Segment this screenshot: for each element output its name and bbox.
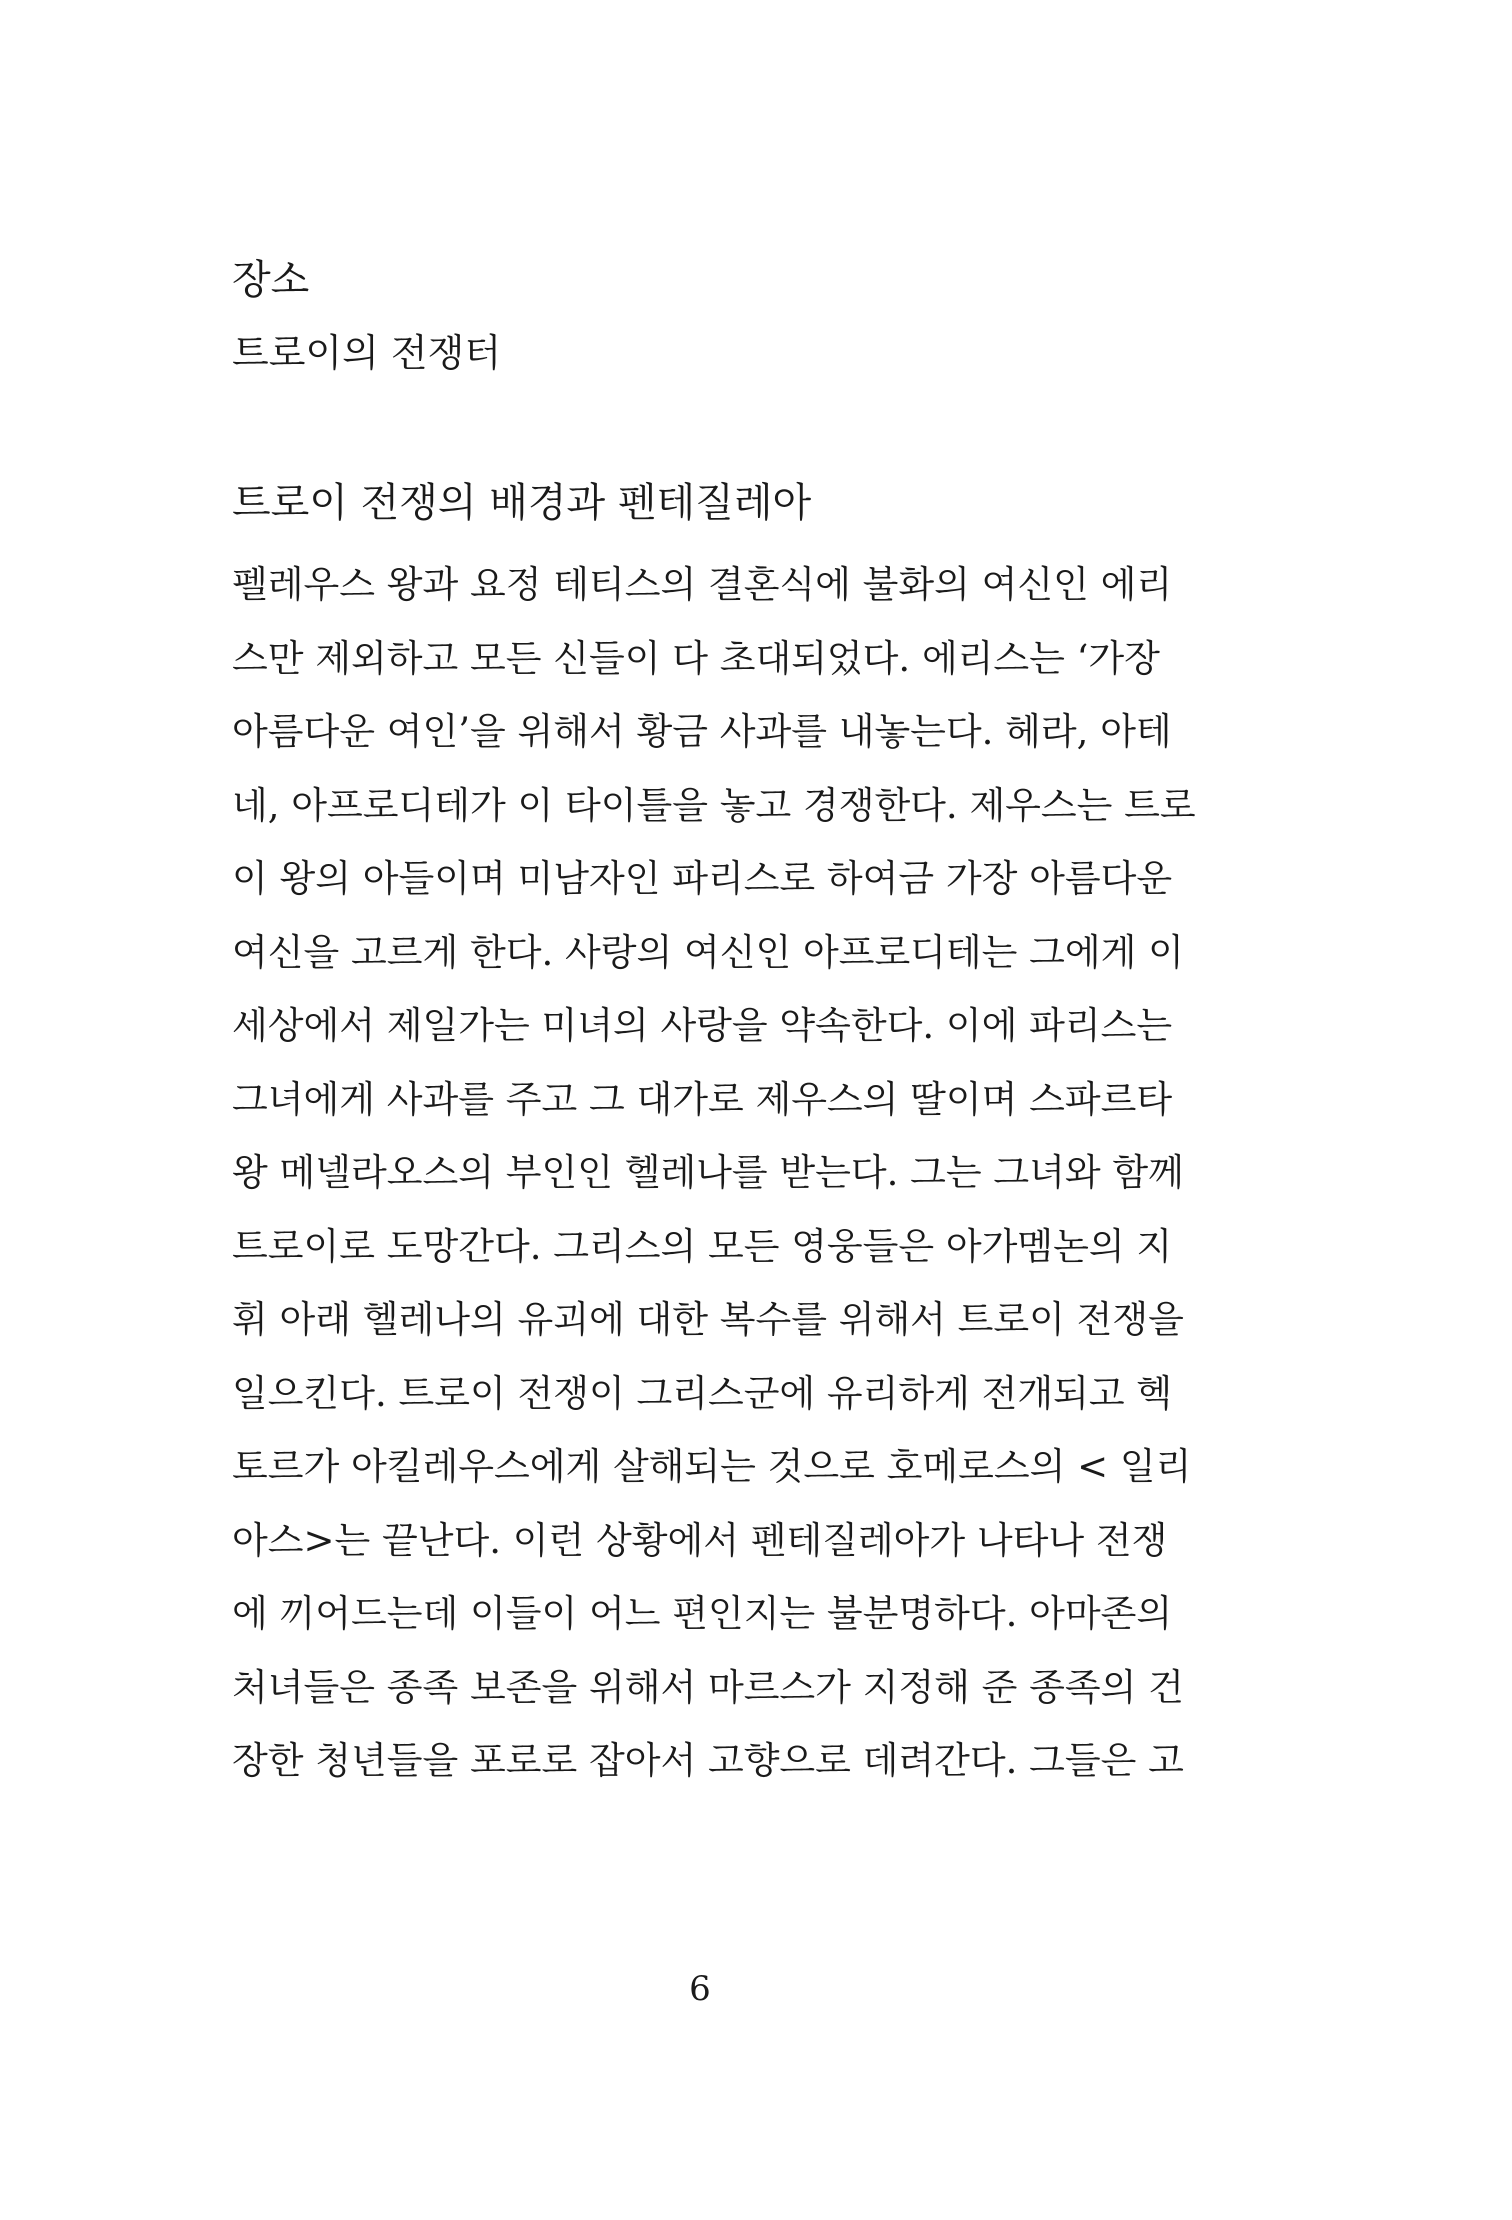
body-line: 장한 청년들을 포로로 잡아서 고향으로 데려간다. 그들은 고 (232, 1739, 1184, 1782)
body-line: 여신을 고르게 한다. 사랑의 여신인 아프로디테는 그에게 이 (232, 930, 1184, 974)
body-line: 트로이로 도망간다. 그리스의 모든 영웅들은 아가멤논의 지 (232, 1224, 1173, 1268)
body-line: 펠레우스 왕과 요정 테티스의 결혼식에 불화의 여신인 에리 (232, 563, 1173, 606)
body-line: 아름다운 여인’을 위해서 황금 사과를 내놓는다. 헤라, 아테 (232, 710, 1172, 753)
body-line: 이 왕의 아들이며 미남자인 파리스로 하여금 가장 아름다운 (232, 857, 1173, 900)
place-value: 트로이의 전쟁터 (232, 331, 502, 375)
body-line: 일으킨다. 트로이 전쟁이 그리스군에 유리하게 전개되고 헥 (232, 1371, 1173, 1415)
body-line: 그녀에게 사과를 주고 그 대가로 제우스의 딸이며 스파르타 (232, 1077, 1173, 1121)
body-line: 스만 제외하고 모든 신들이 다 초대되었다. 에리스는 ‘가장 (232, 636, 1160, 680)
place-heading: 장소 (232, 257, 310, 303)
body-paragraph (232, 548, 1282, 1798)
body-line: 세상에서 제일가는 미녀의 사랑을 약속한다. 이에 파리스는 (232, 1004, 1173, 1047)
body-line: 왕 메넬라오스의 부인인 헬레나를 받는다. 그는 그녀와 함께 (232, 1151, 1184, 1194)
body-line: 네, 아프로디테가 이 타이틀을 놓고 경쟁한다. 제우스는 트로 (232, 783, 1196, 827)
body-line: 아스>는 끝난다. 이런 상황에서 펜테질레아가 나타나 전쟁 (232, 1518, 1168, 1562)
section-heading: 트로이 전쟁의 배경과 펜테질레아 (232, 480, 812, 526)
body-line: 에 끼어드는데 이들이 어느 편인지는 불분명하다. 아마존의 (232, 1592, 1173, 1635)
body-line: 휘 아래 헬레나의 유괴에 대한 복수를 위해서 트로이 전쟁을 (232, 1298, 1184, 1341)
body-line: 처녀들은 종족 보존을 위해서 마르스가 지정해 준 종족의 건 (232, 1665, 1184, 1709)
page-number: 6 (689, 1969, 711, 2009)
body-line: 토르가 아킬레우스에게 살해되는 것으로 호메로스의 < 일리 (232, 1445, 1192, 1488)
